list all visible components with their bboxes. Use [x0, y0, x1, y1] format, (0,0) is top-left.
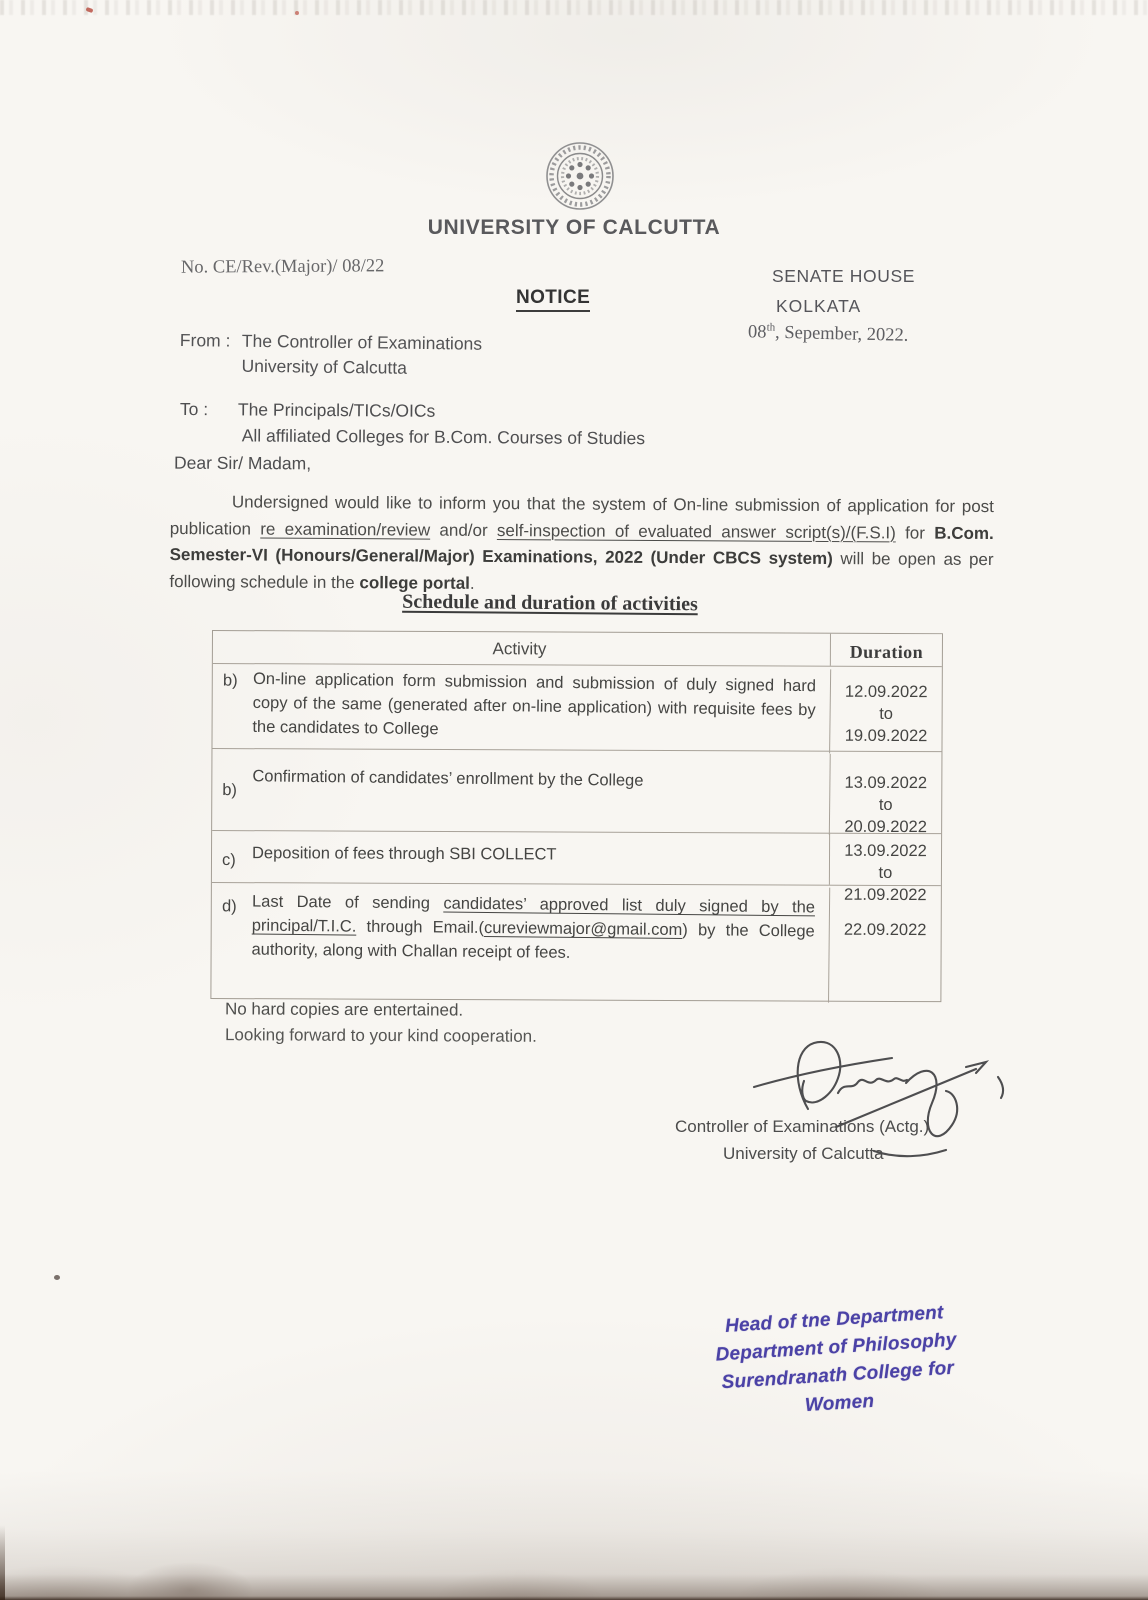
scan-edge-sliver	[0, 1525, 5, 1600]
body-seg2: and/or	[430, 520, 498, 540]
from-line2: University of Calcutta	[241, 355, 408, 378]
stamp-line1: Head of tne Department	[724, 1302, 945, 1337]
table-row	[212, 749, 941, 837]
duration-to: to	[879, 704, 894, 723]
stamp-line3: Surendranath College for Women	[720, 1357, 955, 1417]
to-label: To :	[179, 399, 209, 420]
page-title: UNIVERSITY OF CALCUTTA	[427, 216, 721, 239]
from-line1: The Controller of Examinations	[241, 330, 483, 354]
seal-icon	[543, 139, 617, 213]
to-line2: All affiliated Colleges for B.Com. Courses of Studies	[241, 425, 646, 449]
duration-to: to	[878, 863, 893, 882]
row-label: c)	[221, 851, 236, 870]
body-seg3: for	[895, 522, 935, 543]
duration-to: to	[878, 795, 893, 814]
department-stamp	[693, 1297, 981, 1426]
row-activity-text: On-line application form submission and submission of duly signed hard copy of the same (generated after on-line application) with requisite fees by the candidates to College	[252, 669, 817, 739]
notice-date	[748, 321, 1008, 349]
body-seg5: .	[469, 573, 475, 593]
footer-note-cooperation: Looking forward to your kind cooperation.	[224, 1025, 537, 1046]
reference-number: No. CE/Rev.(Major)/ 08/22	[180, 256, 385, 278]
date-rest: , Sepember, 2022.	[774, 322, 909, 346]
to-block	[180, 399, 646, 449]
duration-date: 22.09.2022	[843, 920, 927, 940]
activity-column-header: Activity	[213, 631, 831, 666]
from-block	[179, 330, 482, 380]
university-seal-logo	[543, 139, 617, 218]
duration-start: 13.09.2022	[844, 773, 928, 793]
schedule-table	[210, 630, 943, 1002]
row-duration	[830, 834, 941, 905]
bold-college-portal: college portal	[359, 572, 470, 593]
signatory-designation: Controller of Examinations (Actg.)	[675, 1117, 930, 1136]
row4-seg1: Last Date of sending	[251, 892, 444, 913]
row-activity-text: Confirmation of candidates’ enrollment by the College	[252, 767, 644, 790]
duration-start: 13.09.2022	[844, 841, 927, 861]
table-row	[211, 883, 940, 1001]
row-activity-text: Deposition of fees through SBI COLLECT	[251, 844, 557, 864]
to-line1: The Principals/TICs/OICs	[237, 399, 436, 421]
row-label: b)	[222, 671, 238, 690]
schedule-heading: Schedule and duration of activities	[402, 590, 698, 616]
row-activity-text	[251, 890, 815, 1003]
body-paragraph	[169, 489, 994, 600]
duration-start: 12.09.2022	[844, 682, 928, 702]
row4-seg4: ) by the College authority, along with Challan receipt of fees.	[251, 921, 815, 962]
signatory-organization: University of Calcutta	[723, 1144, 884, 1163]
row-label: d)	[221, 897, 237, 916]
underlined-re-examination: re examination/review	[260, 519, 431, 540]
row-duration	[829, 886, 941, 1001]
underlined-self-inspection: self-inspection of evaluated answer script(s)/(F.S.I)	[496, 520, 896, 542]
row4-seg3: through Email.(	[356, 917, 485, 937]
body-seg4: will be open as per following schedule in the	[169, 549, 994, 592]
email-address: cureviewmajor@gmail.com	[483, 918, 683, 940]
duration-end: 21.09.2022	[844, 885, 927, 905]
senate-house: SENATE HOUSE	[772, 266, 916, 286]
scan-dot	[54, 1275, 60, 1280]
table-row	[212, 664, 941, 752]
from-label: From :	[179, 330, 231, 351]
scan-bottom-shadow	[0, 1470, 1148, 1600]
date-ordinal: th	[766, 321, 776, 334]
bold-exam-name: B.Com. Semester-VI (Honours/General/Major) Examinations, 2022 (Under CBCS system)	[169, 523, 994, 569]
scan-noise-top	[0, 0, 1148, 15]
duration-end: 20.09.2022	[844, 817, 927, 837]
city: KOLKATA	[776, 296, 862, 316]
row-label: b)	[222, 780, 238, 800]
underlined-approved-list: candidates’ approved list duly signed by the	[443, 894, 816, 917]
salutation: Dear Sir/ Madam,	[173, 452, 312, 474]
duration-end: 19.09.2022	[844, 726, 928, 746]
body-seg1: Undersigned would like to inform you that the system of On-line submission of application for post publication	[169, 492, 994, 539]
sender-address-block	[748, 266, 1008, 346]
date-day: 08	[747, 322, 767, 343]
row-duration	[830, 752, 941, 837]
stamp-line2: Department of Philosophy	[715, 1329, 958, 1366]
notice-heading: NOTICE	[516, 287, 590, 312]
duration-column-header: Duration	[849, 641, 924, 663]
underlined-principal-tic: principal/T.I.C.	[251, 916, 357, 936]
row-duration	[830, 667, 941, 751]
scan-speck	[295, 11, 299, 15]
footer-note-hard-copies: No hard copies are entertained.	[224, 999, 464, 1020]
